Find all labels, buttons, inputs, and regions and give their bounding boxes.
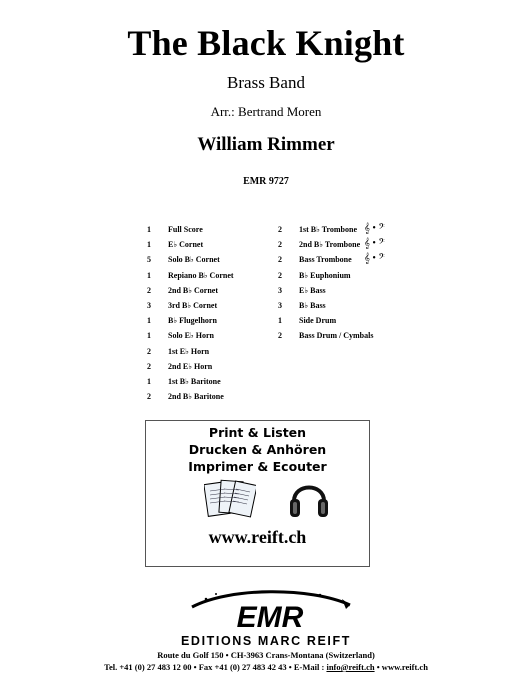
part-quantity: 3 [278,285,282,295]
part-name: 1st B♭ Baritone [168,376,221,386]
part-quantity: 2 [278,270,282,280]
contact-website[interactable]: • www.reift.ch [374,662,428,672]
part-row [147,283,267,298]
part-row [147,222,267,237]
part-name: 2nd E♭ Horn [168,361,213,371]
part-name: Bass Trombone [299,255,352,265]
part-quantity: 2 [147,361,151,371]
part-quantity: 3 [278,300,282,310]
part-quantity: 1 [147,376,151,386]
composer-name: William Rimmer [197,134,335,155]
arranger-credit: Arr.: Bertrand Moren [210,104,322,119]
part-name: 2nd B♭ Baritone [168,392,224,402]
part-name: E♭ Cornet [168,240,204,250]
part-name: 2nd B♭ Cornet [168,285,218,295]
part-row [147,252,267,267]
part-row [147,328,267,343]
contact-phone-fax: Tel. +41 (0) 27 483 12 00 • Fax +41 (0) 27 483 42 43 • E-Mail : [104,662,327,672]
part-quantity: 1 [147,225,151,234]
part-quantity: 2 [278,225,282,234]
part-name: B♭ Flugelhorn [168,316,217,326]
part-row [147,237,267,252]
part-name: E♭ Bass [299,285,326,295]
promo-line-english: Print & Listen [208,425,307,440]
parts-list-left [147,222,267,404]
clef-icon: 𝄞 • 𝄢 [364,223,385,234]
part-quantity: 5 [147,255,151,265]
part-name: 1st B♭ Trombone [299,225,358,234]
part-row [147,389,267,404]
parts-list-right [278,222,388,344]
part-quantity: 2 [278,255,282,265]
promo-website[interactable]: www.reift.ch [208,527,307,547]
part-row [278,252,388,267]
part-row [147,268,267,283]
part-quantity: 2 [278,240,282,250]
publisher-name: EDITIONS MARC REIFT [181,634,351,648]
part-quantity: 2 [147,392,151,402]
promo-line-german: Drucken & Anhören [188,442,327,457]
contact-email-link[interactable]: info@reift.ch [326,662,375,672]
part-name: B♭ Bass [299,300,326,310]
part-quantity: 1 [278,316,282,326]
headphones-icon [288,475,330,521]
sheet-music-icon [204,477,256,519]
part-row [147,313,267,328]
part-row [147,298,267,313]
publisher-contact [0,662,532,672]
part-quantity: 3 [147,300,151,310]
part-row [278,283,388,298]
part-quantity: 2 [278,331,282,341]
part-name: Side Drum [299,316,337,326]
print-listen-promo [145,420,370,567]
part-quantity: 2 [147,346,151,356]
clef-icon: 𝄞 • 𝄢 [364,238,385,250]
part-row [278,328,388,343]
part-quantity: 1 [147,240,151,250]
part-name: 2nd B♭ Trombone [299,240,361,250]
part-quantity: 2 [147,285,151,295]
promo-line-french: Imprimer & Ecouter [188,459,327,474]
catalog-number: EMR 9727 [243,176,289,187]
part-row [278,298,388,313]
part-row [147,374,267,389]
part-name: Repiano B♭ Cornet [168,270,234,280]
emr-logo-text: EMR [236,601,304,634]
part-row [278,313,388,328]
part-name: Bass Drum / Cymbals [299,331,374,341]
part-row [278,237,388,252]
part-name: Full Score [168,225,203,234]
clef-icon: 𝄞 • 𝄢 [364,253,385,265]
part-row [278,268,388,283]
ensemble-subtitle: Brass Band [227,73,305,92]
page-title: The Black Knight [127,23,405,63]
part-name: Solo B♭ Cornet [168,255,220,265]
part-row [278,222,388,237]
part-name: 3rd B♭ Cornet [168,300,218,310]
part-name: B♭ Euphonium [299,270,351,280]
part-row [147,359,267,374]
part-row [147,344,267,359]
emr-logo [170,585,370,635]
part-quantity: 1 [147,331,151,341]
part-name: Solo E♭ Horn [168,331,215,341]
part-quantity: 1 [147,270,151,280]
publisher-address: Route du Golf 150 • CH-3963 Crans-Montana (Switzerland) [157,650,375,660]
part-quantity: 1 [147,316,151,326]
part-name: 1st E♭ Horn [168,346,210,356]
